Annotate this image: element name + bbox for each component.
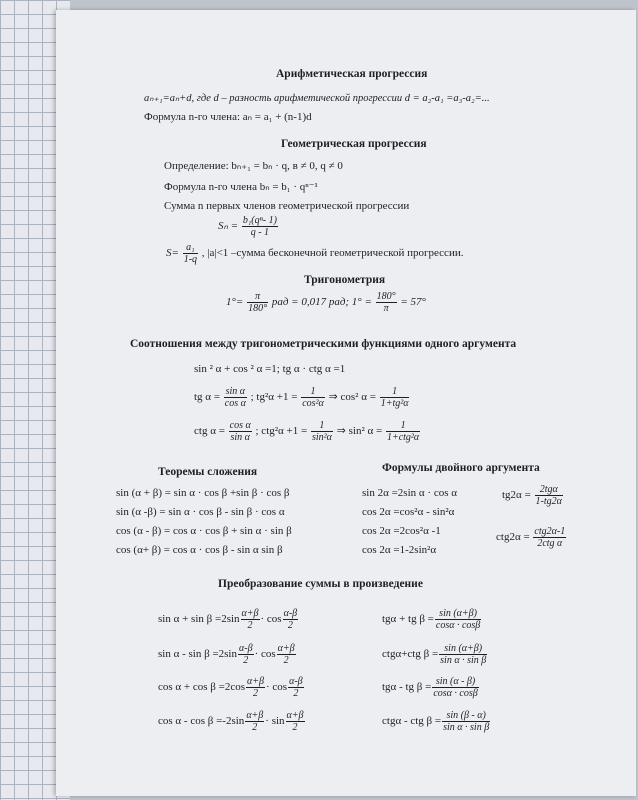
sum-product-left-row: sin α - sin β =2sin $\frac{\alpha-\beta}{2}$ · cos $\frac{\alpha+\beta}{2}$	[158, 643, 295, 666]
arith-definition: aₙ₊₁=aₙ+d, где d – разность арифметической прогрессии d = a₂-a₁ =a₃-a₂=...	[144, 93, 490, 104]
trig-degree-radian: 1°= $\frac{\pi}{180^\circ}$ рад = 0,017 рад; 1° = $\frac{180^\circ}{\pi}$ = 57°	[226, 291, 426, 314]
arith-nth-term: Формула n-го члена: aₙ = a₁ + (n-1)d	[144, 111, 312, 123]
addition-row: sin (α -β) = sin α · cos β - sin β · cos α	[116, 506, 285, 518]
sum-product-right-row: ctgα - ctg β = $\frac{\sin (\beta - \alpha)}{\text{sin α · sin β}}$	[382, 710, 490, 733]
relations-title: Соотношения между тригонометрическими функциями одного аргумента	[130, 338, 517, 350]
sum-product-title: Преобразование суммы в произведение	[218, 578, 423, 590]
addition-title: Теоремы сложения	[158, 466, 258, 478]
sum-product-right-row: tgα - tg β = $\frac{\sin (\alpha - \beta)}{\cos\alpha \cdot \cos\beta}$	[382, 676, 478, 699]
addition-row: sin (α + β) = sin α · cos β +sin β · cos β	[116, 487, 290, 499]
sum-product-right-row: tgα + tg β = $\frac{\sin (\alpha+\beta)}{\cos\alpha \cdot \cos\beta}$	[382, 608, 481, 631]
addition-row: cos (α - β) = cos α · cos β + sin α · sin β	[116, 525, 292, 537]
sum-product-left-row: cos α + cos β =2cos $\frac{\alpha+\beta}{2}$ · cos $\frac{\alpha-\beta}{2}$	[158, 676, 303, 699]
sum-product-left-row: sin α + sin β =2sin $\frac{\alpha+\beta}{2}$ · cos $\frac{\alpha-\beta}{2}$	[158, 608, 298, 631]
arith-title: Арифметическая прогрессия	[276, 68, 428, 80]
formula-sheet	[56, 10, 636, 796]
double-ctg-formula: ctg2α = ctg2α-1 2ctg α	[496, 526, 566, 549]
addition-row: cos (α+ β) = cos α · cos β - sin α sin β	[116, 544, 283, 556]
double-row: sin 2α =2sin α · cos α	[362, 487, 457, 499]
double-row: cos 2α =2cos²α -1	[362, 525, 441, 537]
geom-infinite-sum: S= $\frac{\text{a₁}}{1-q}$ , |a|<1 –сумма бесконечной геометрической прогрессии.	[166, 242, 464, 265]
geom-nth-term: Формула n-го члена bₙ = b₁ · qⁿ⁻¹	[164, 181, 318, 193]
double-row: cos 2α =cos²α - sin²α	[362, 506, 455, 518]
relations-tg-formula: tg α = $\frac{\text{sin α}}{\text{cos α}}$ ; tg²α +1 = $\frac{1}{\text{cos²α}}$ ⇒ cos² α = $\frac{1}{\text{1+tg²α}}$	[194, 386, 409, 409]
geom-definition: Определение: bₙ₊₁ = bₙ · q, в ≠ 0, q ≠ 0	[164, 160, 343, 172]
double-title: Формулы двойного аргумента	[382, 462, 540, 474]
relations-ctg-formula: ctg α = $\frac{\text{cos α}}{\text{sin α}}$ ; ctg²α +1 = $\frac{1}{\text{sin²α}}$ ⇒ sin² α = 1 1+ctg²α	[194, 420, 420, 443]
trig-title: Тригонометрия	[304, 274, 386, 286]
sum-product-right-row: ctgα+ctg β = $\frac{\sin (\alpha+\beta)}{\text{sin α · sin β}}$	[382, 643, 487, 666]
geom-sum-formula: Sₙ = $\frac{\text{b₁(qⁿ- 1)}}{q - 1}$	[218, 215, 277, 238]
sum-product-left-row: cos α - cos β =-2sin $\frac{\alpha+\beta}{2}$ · sin $\frac{\alpha+\beta}{2}$	[158, 710, 304, 733]
geom-sum-text: Сумма n первых членов геометрической прогрессии	[164, 200, 410, 212]
relations-basic-identity: sin ² α + cos ² α =1; tg α · ctg α =1	[194, 363, 346, 375]
geom-title: Геометрическая прогрессия	[281, 138, 427, 150]
double-row: cos 2α =1-2sin²α	[362, 544, 437, 556]
double-tg-formula: tg2α = 2tgα 1-tg2α	[502, 484, 562, 507]
